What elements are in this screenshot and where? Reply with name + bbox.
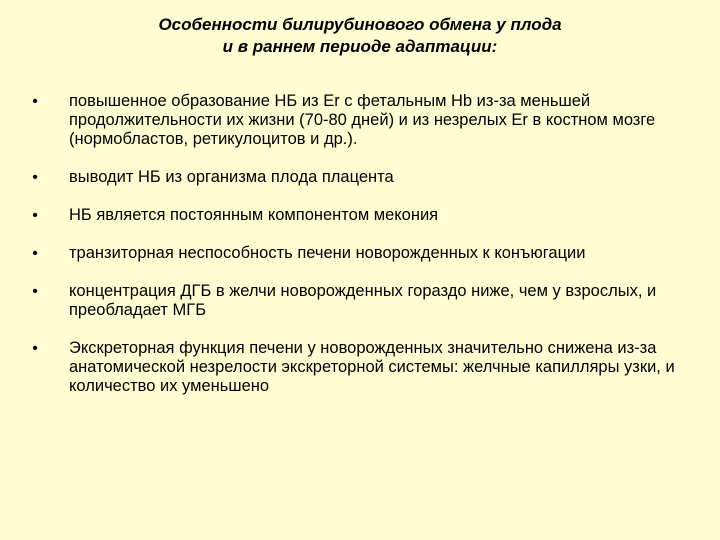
bullet-dot: • bbox=[32, 340, 38, 357]
bullet-text: выводит НБ из организма плода плацента bbox=[69, 168, 394, 186]
bullet-item bbox=[28, 282, 688, 320]
bullet-text: НБ является постоянным компонентом мекония bbox=[69, 206, 439, 224]
bullet-dot: • bbox=[32, 93, 38, 110]
bullet-item bbox=[28, 339, 688, 396]
title-line-1: Особенности билирубинового обмена у плода bbox=[158, 15, 562, 34]
slide-title bbox=[60, 14, 660, 58]
bullet-item bbox=[28, 168, 688, 187]
bullet-text: повышенное образование НБ из Er с фетальным Hb из-за меньшей продолжительности их жизни (70-80 дней) и из незрелых Er в костном мозге (нормобластов, ретикулоцитов и др.). bbox=[69, 92, 656, 148]
bullet-dot: • bbox=[32, 169, 38, 186]
bullet-text: Экскреторная функция печени у новорожденных значительно снижена из-за анатомической незрелости экскреторной системы: желчные капилляры узки, и количество их уменьшено bbox=[69, 339, 675, 395]
bullet-dot: • bbox=[32, 283, 38, 300]
title-line-2: и в раннем периоде адаптации: bbox=[222, 37, 498, 56]
bullet-item bbox=[28, 244, 688, 263]
bullet-list bbox=[28, 92, 688, 415]
bullet-text: транзиторная неспособность печени новорожденных к конъюгации bbox=[69, 244, 586, 262]
bullet-text: концентрация ДГБ в желчи новорожденных гораздо ниже, чем у взрослых, и преобладает МГБ bbox=[69, 282, 657, 319]
bullet-dot: • bbox=[32, 245, 38, 262]
bullet-dot: • bbox=[32, 207, 38, 224]
bullet-item bbox=[28, 206, 688, 225]
bullet-item bbox=[28, 92, 688, 149]
